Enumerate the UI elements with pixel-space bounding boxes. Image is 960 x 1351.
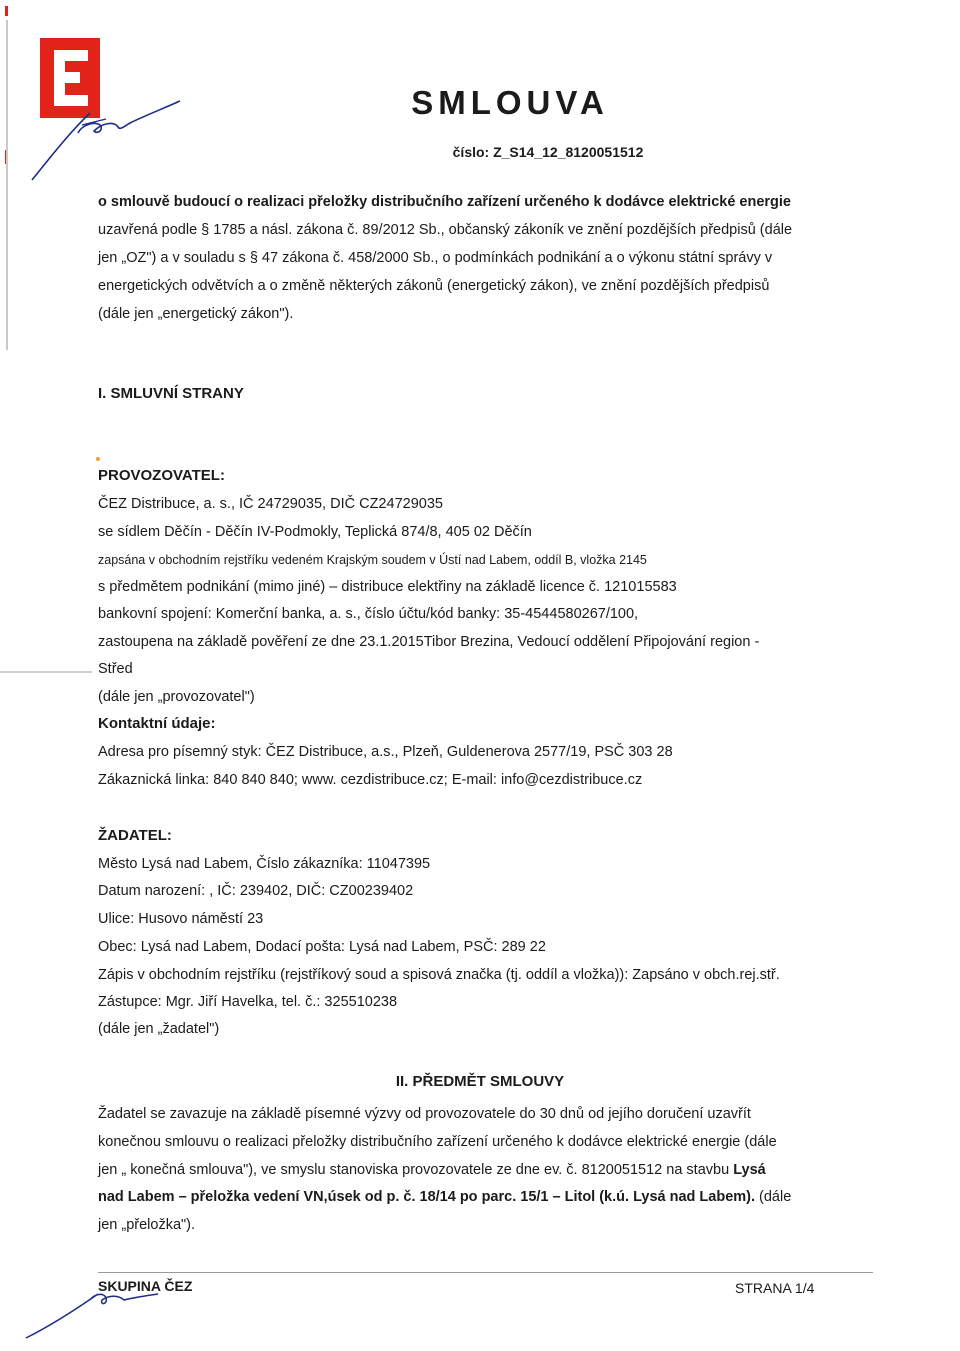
operator-label: PROVOZOVATEL: [98, 467, 225, 484]
operator-line: s předmětem podnikání (mimo jiné) – distribuce elektřiny na základě licence č. 121015583 [98, 579, 677, 595]
operator-line: Střed [98, 661, 133, 677]
scan-edge [6, 20, 8, 350]
applicant-line: Obec: Lysá nad Labem, Dodací pošta: Lysá nad Labem, PSČ: 289 22 [98, 939, 546, 955]
subject-line-3-bold: Lysá [733, 1162, 766, 1178]
contacts-label: Kontaktní údaje: [98, 715, 216, 732]
intro-line-1: o smlouvě budoucí o realizaci přeložky distribučního zařízení určeného k dodávce elektrické energie [98, 194, 791, 210]
subject-line-5: jen „přeložka"). [98, 1217, 196, 1233]
footer-group: SKUPINA ČEZ [98, 1278, 193, 1294]
section-1-heading: I. SMLUVNÍ STRANY [98, 385, 244, 402]
document-title: SMLOUVA [411, 84, 609, 121]
footer-divider [98, 1272, 873, 1273]
contract-number: číslo: Z_S14_12_8120051512 [452, 144, 644, 160]
subject-line-4-bold: nad Labem – přeložka vedení VN,úsek od p. č. 18/14 po parc. 15/1 – Litol (k.ú. Lysá nad Labem). [98, 1189, 756, 1205]
subject-line-4-text: (dále [755, 1189, 792, 1205]
operator-line: se sídlem Děčín - Děčín IV-Podmokly, Teplická 874/8, 405 02 Děčín [98, 524, 532, 540]
applicant-line: (dále jen „žadatel") [98, 1021, 220, 1037]
operator-line: (dále jen „provozovatel") [98, 689, 255, 705]
subject-line-2: konečnou smlouvu o realizaci přeložky distribučního zařízení určeného k dodávce elektrické energie (dále [98, 1134, 777, 1150]
contact-hotline: Zákaznická linka: 840 840 840; www. cezdistribuce.cz; E-mail: info@cezdistribuce.cz [98, 772, 643, 788]
subject-line-3-text: jen „ konečná smlouva"), ve smyslu stanoviska provozovatele ze dne ev. č. 8120051512 na stavbu [98, 1162, 734, 1178]
section-2-heading: II. PŘEDMĚT SMLOUVY [395, 1073, 565, 1090]
applicant-line: Zápis v obchodním rejstříku (rejstříkový soud a spisová značka (tj. oddíl a vložka)): Zapsáno v obch.rej.stř. [98, 967, 780, 983]
subject-line-1: Žadatel se zavazuje na základě písemné výzvy od provozovatele do 30 dnů od jejího doručení uzavřít [98, 1106, 751, 1122]
applicant-line: Město Lysá nad Labem, Číslo zákazníka: 11047395 [98, 856, 431, 872]
intro-line-2: uzavřená podle § 1785 a násl. zákona č. 89/2012 Sb., občanský zákoník ve znění pozdějších předpisů (dále [98, 222, 793, 238]
operator-line: zastoupena na základě pověření ze dne 23.1.2015Tibor Brezina, Vedoucí oddělení Připojování region - [98, 634, 760, 650]
applicant-line: Datum narození: , IČ: 239402, DIČ: CZ00239402 [98, 883, 414, 899]
subject-line-3 [98, 1156, 766, 1184]
signature-initials-footer-icon [20, 1282, 160, 1342]
operator-line: bankovní spojení: Komerční banka, a. s., číslo účtu/kód banky: 35-4544580267/100, [98, 606, 639, 622]
subject-line-4 [98, 1183, 791, 1211]
applicant-label: ŽADATEL: [98, 827, 172, 844]
intro-line-3: jen „OZ") a v souladu s § 47 zákona č. 458/2000 Sb., o podmínkách podnikání a o výkonu státní správy v [98, 250, 773, 266]
scan-mark [5, 6, 8, 16]
applicant-line: Ulice: Husovo náměstí 23 [98, 911, 264, 927]
applicant-line: Zástupce: Mgr. Jiří Havelka, tel. č.: 325510238 [98, 994, 398, 1010]
intro-line-4: energetických odvětvích a o změně některých zákonů (energetický zákon), ve znění pozdějších předpisů [98, 278, 770, 294]
operator-line: ČEZ Distribuce, a. s., IČ 24729035, DIČ CZ24729035 [98, 496, 443, 512]
contact-address: Adresa pro písemný styk: ČEZ Distribuce, a.s., Plzeň, Guldenerova 2577/19, PSČ 303 28 [98, 744, 673, 760]
intro-line-5: (dále jen „energetický zákon"). [98, 306, 294, 322]
scan-dot [96, 457, 100, 461]
operator-line: zapsána v obchodním rejstříku vedeném Krajským soudem v Ústí nad Labem, oddíl B, vložka 2145 [98, 553, 647, 567]
scan-smudge [0, 671, 92, 673]
footer-page: STRANA 1/4 [735, 1280, 815, 1296]
